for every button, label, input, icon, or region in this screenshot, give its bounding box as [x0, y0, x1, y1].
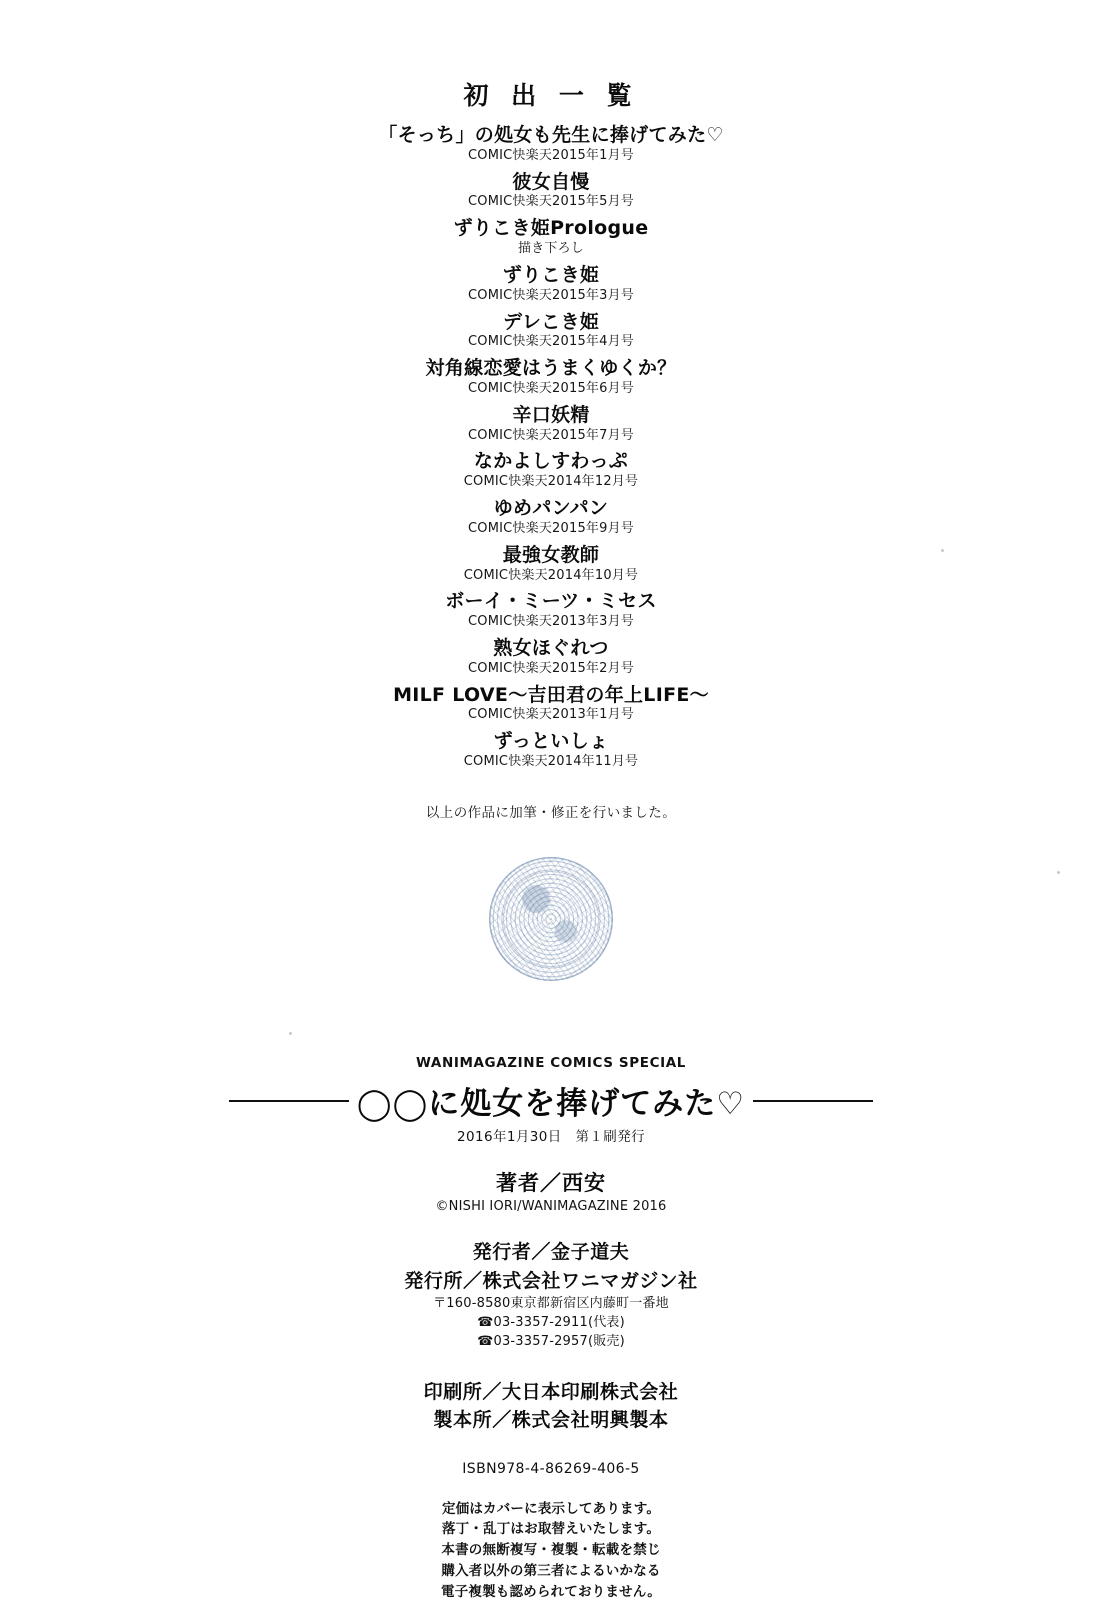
imprint-section [0, 1055, 1102, 1603]
entry-source: COMIC快楽天2015年1月号 [468, 147, 634, 163]
entry-source: COMIC快楽天2015年7月号 [468, 427, 634, 443]
entry-title: ボーイ・ミーツ・ミセス [445, 590, 657, 613]
list-item [0, 590, 1102, 631]
entry-title: 対角線恋愛はうまくゆくか？ [425, 357, 677, 380]
publisher-seal-icon [489, 857, 613, 981]
list-item [0, 217, 1102, 258]
entry-source: COMIC快楽天2015年9月号 [468, 520, 634, 536]
entry-title: ずっといしょ [493, 730, 609, 753]
entry-source: COMIC快楽天2014年12月号 [463, 474, 639, 490]
list-item [0, 544, 1102, 585]
entry-title: 彼女自慢 [512, 170, 590, 193]
legal-notice [0, 1499, 1102, 1603]
list-item [0, 497, 1102, 538]
phone-main: ☎03-3357-2911(代表) [477, 1314, 625, 1330]
list-item [0, 730, 1102, 771]
legal-line: 定価はカバーに表示してあります。 [441, 1500, 661, 1517]
page-speck [289, 1032, 292, 1035]
legal-line: 落丁・乱丁はお取替えいたします。 [441, 1521, 661, 1538]
entry-source: COMIC快楽天2015年4月号 [468, 334, 634, 350]
entry-source: COMIC快楽天2015年2月号 [468, 660, 634, 676]
entry-title: ずりこき姫 [502, 263, 600, 286]
binder: 製本所／株式会社明興製本 [433, 1409, 669, 1432]
list-item [0, 637, 1102, 678]
entry-title: 「そっち」の処女も先生に捧げてみた♡ [378, 124, 724, 146]
entry-source: COMIC快楽天2013年1月号 [468, 707, 634, 723]
publisher-person: 発行者／金子道夫 [472, 1241, 630, 1263]
legal-line: 電子複製も認められておりません。 [440, 1584, 661, 1601]
list-item [0, 684, 1102, 725]
list-item [0, 357, 1102, 398]
list-item [0, 404, 1102, 445]
title-rule-left [229, 1100, 349, 1102]
entry-title: 辛口妖精 [512, 403, 590, 426]
list-item [0, 264, 1102, 305]
list-item [0, 124, 1102, 165]
first-appearance-section [0, 76, 1102, 821]
entry-title: 最強女教師 [502, 543, 600, 566]
publisher-seal-wrap [0, 857, 1102, 981]
isbn: ISBN978-4-86269-406-5 [462, 1460, 640, 1477]
entry-source: COMIC快楽天2014年10月号 [463, 567, 639, 583]
author-label: 著者／西安 [496, 1171, 606, 1195]
entry-title: デレこき姫 [502, 310, 600, 333]
entry-source: 描き下ろし [517, 241, 584, 257]
entry-source: COMIC快楽天2015年5月号 [468, 194, 634, 210]
entry-source: COMIC快楽天2015年6月号 [468, 380, 634, 396]
publication-date: 2016年1月30日 第１刷発行 [456, 1129, 646, 1145]
revision-note: 以上の作品に加筆・修正を行いました。 [425, 804, 677, 821]
printer: 印刷所／大日本印刷株式会社 [423, 1380, 679, 1403]
entry-source: COMIC快楽天2015年3月号 [468, 287, 634, 303]
title-rule-right [753, 1100, 873, 1102]
entry-title: 熟女ほぐれつ [493, 637, 609, 660]
entry-title: MILF LOVE〜吉田君の年上LIFE〜 [393, 683, 709, 706]
legal-line: 購入者以外の第三者によるいかなる [441, 1563, 661, 1580]
entry-title: なかよしすわっぷ [473, 450, 629, 473]
copyright-notice: ©NISHI IORI/WANIMAGAZINE 2016 [435, 1199, 667, 1214]
entry-source: COMIC快楽天2013年3月号 [468, 614, 634, 630]
entry-title: ずりこき姫Prologue [453, 217, 649, 240]
entry-title: ゆめパンパン [493, 497, 609, 520]
phone-sales: ☎03-3357-2957(販売) [477, 1333, 625, 1349]
book-title-row [0, 1078, 1102, 1123]
publisher-company: 発行所／株式会社ワニマガジン社 [404, 1269, 698, 1292]
list-item [0, 311, 1102, 352]
list-item [0, 171, 1102, 212]
section-title: 初 出 一 覧 [463, 81, 639, 110]
entry-source: COMIC快楽天2014年11月号 [463, 754, 639, 770]
list-item [0, 450, 1102, 491]
legal-line: 本書の無断複写・複製・転載を禁じ [441, 1542, 661, 1559]
series-label: WANIMAGAZINE COMICS SPECIAL [416, 1055, 686, 1071]
page-title: ◯◯に処女を捧げてみた♡ [356, 1086, 746, 1122]
publisher-address: 〒160-8580東京都新宿区内藤町一番地 [433, 1296, 669, 1311]
